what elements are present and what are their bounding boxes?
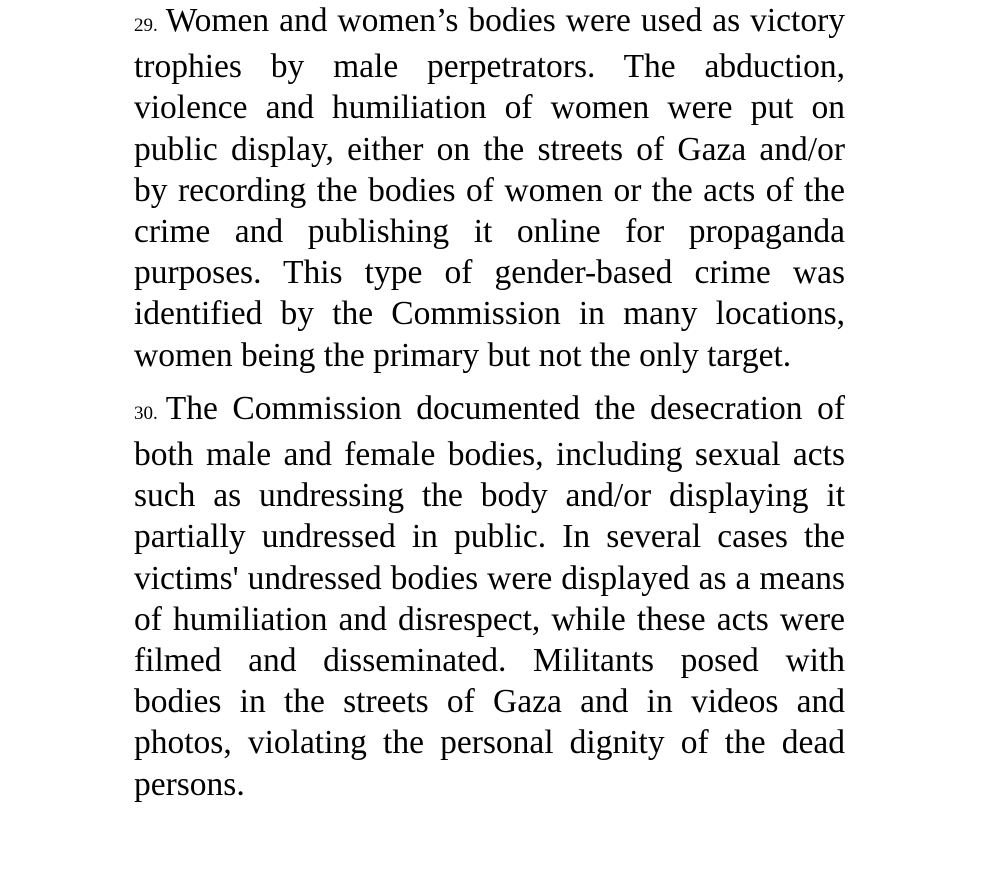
paragraph-text: The Commission documented the desecration of both male and female bodies, including sexual acts such as undressing the body and/or displaying it partially undressed in public. In several cases the victims' undressed bodies were displayed as a means of humiliation and disrespect, while these acts were filmed and disseminated. Militants posed with bodies in the streets of Gaza and in videos and photos, violating the personal dignity of the dead persons. (134, 389, 845, 803)
paragraph-text: Women and women’s bodies were used as victory trophies by male perpetrators. The abduction, violence and humiliation of women were put on public display, either on the streets of Gaza and/or by recording the bodies of women or the acts of the crime and publishing it online for propaganda purposes. This type of gender-based crime was identified by the Commission in many locations, women being the primary but not the only target. (134, 2, 845, 374)
paragraph-29 (134, 0, 845, 376)
paragraph-number: 29. (134, 15, 158, 36)
paragraph-number: 30. (134, 402, 158, 424)
document-page (134, 0, 845, 805)
paragraph-30 (134, 388, 845, 805)
